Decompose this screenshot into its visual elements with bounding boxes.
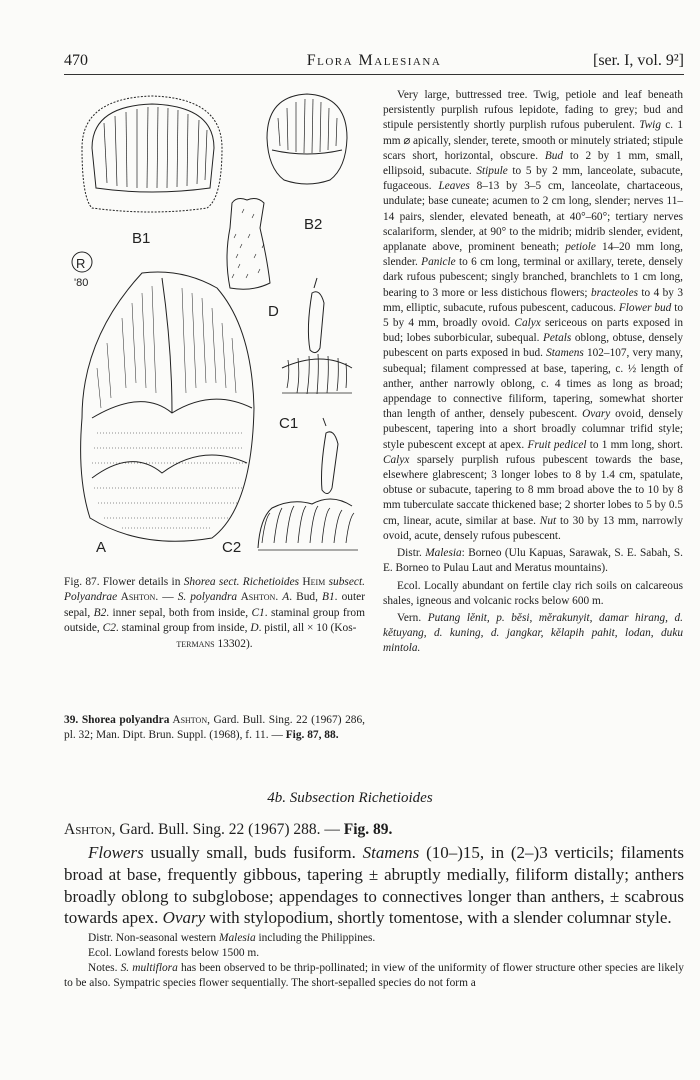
desc-text: to 1 mm long, short. bbox=[586, 438, 683, 451]
subsection-citation bbox=[64, 820, 684, 840]
desc-text: to 5 by 4 mm, broadly ovoid. bbox=[383, 301, 683, 330]
distribution-text: including the Philippines. bbox=[255, 932, 376, 945]
ecology-paragraph: Ecol. Locally abundant on fertile clay rich soils on calcareous shales, igneous and volcanic rocks below 600 m. bbox=[383, 579, 683, 607]
label-c1: C1 bbox=[279, 415, 299, 432]
staminal-group-inside-drawing bbox=[258, 418, 358, 550]
desc-text: to 2 by 1 mm, small, ellipsoid, subacute. bbox=[383, 149, 683, 178]
caption-part-label: D bbox=[250, 622, 259, 635]
figure-87-illustration bbox=[62, 88, 362, 558]
citation-author: Ashton bbox=[64, 821, 112, 838]
distribution-paragraph bbox=[383, 546, 683, 576]
caption-text: . staminal group from outside, bbox=[64, 606, 365, 635]
vernacular-label: Vern. bbox=[397, 611, 428, 624]
caption-text: . pistil, all × 10 (Kos- bbox=[258, 622, 357, 635]
desc-term: Bud bbox=[544, 149, 564, 162]
desc-term: Stamens bbox=[362, 843, 420, 862]
desc-text: sparsely purplish rufous pubescent towards the base, elsewhere glabrescent; 3 longer lobes to 8 by 1.4 cm, spatulate, obtuse or subacute, tapering to 8 mm broad above the to 10 by 8 mm tuberculate saccate thickened base; 2 shorter lobes to 5 by 0.5 cm, linear, acute, similar at base. bbox=[383, 453, 683, 527]
desc-term: Ovary bbox=[582, 408, 611, 421]
subsection-ecology: Ecol. Lowland forests below 1500 m. bbox=[88, 947, 260, 960]
desc-text: to 30 by 13 mm, narrowly ovoid, acute, densely rufous pubescent. bbox=[383, 514, 683, 542]
desc-text: Very large, buttressed tree. Twig, petiole and leaf beneath persistently purplish rufous lepidote, fading to grey; bud and stipule persistently shortly purplish rufous puberulent. bbox=[383, 89, 683, 132]
subsection-distribution bbox=[64, 931, 684, 946]
bud-drawing bbox=[81, 272, 254, 541]
desc-text: to 5 by 2 mm, lanceolate, subacute, fugaceous. bbox=[383, 165, 683, 193]
desc-term: Nut bbox=[539, 514, 557, 527]
desc-term: petiole bbox=[565, 241, 596, 254]
desc-term: Panicle bbox=[421, 256, 456, 269]
caption-part-label: C2 bbox=[102, 622, 116, 635]
desc-text: oblong, obtuse, densely pubescent on parts exposed in bud. bbox=[383, 332, 683, 360]
caption-part-label: C1 bbox=[251, 606, 265, 619]
series-volume: [ser. I, vol. 9²] bbox=[593, 52, 684, 69]
distribution-text: Distr. Non-seasonal western bbox=[88, 932, 219, 945]
book-title: Flora Malesiana bbox=[306, 52, 442, 69]
vernacular-names: Putang lĕnit, p. bĕsi, mĕrakunyit, damar hirang, d. kĕtuyang, d. kuning, d. jangkar, kĕlapih pahit, lodan, duku mintola. bbox=[383, 611, 683, 655]
notes-text: has been observed to be thrip-pollinated; in view of the uniformity of flower structure other species are likely to be also. Sympatric species flower sequentially. The short-sepalled species do not form a bbox=[64, 962, 684, 990]
monogram-year: '80 bbox=[74, 277, 89, 289]
subsection-heading: 4b. Subsection Richetioides bbox=[267, 790, 433, 806]
caption-taxon: subsect. Polyandrae bbox=[64, 576, 365, 604]
label-d: D bbox=[268, 303, 279, 320]
label-b1: B1 bbox=[132, 230, 151, 247]
caption-author: Ashton. — bbox=[117, 591, 178, 604]
desc-term: Ovary bbox=[162, 908, 206, 928]
subsection-notes bbox=[64, 961, 684, 991]
vernacular-paragraph bbox=[383, 611, 683, 657]
desc-term: Calyx bbox=[514, 317, 541, 330]
species-author: Ashton bbox=[169, 714, 208, 726]
running-header bbox=[64, 50, 684, 75]
staminal-group-outside-drawing bbox=[282, 278, 352, 394]
outer-sepal-drawing bbox=[82, 96, 222, 212]
desc-term: bracteoles bbox=[590, 286, 638, 299]
desc-text: with stylopodium, shortly tomentose, with a slender columnar style. bbox=[205, 908, 672, 928]
inner-sepal-drawing bbox=[267, 94, 347, 184]
distribution-text: : Borneo (Ulu Kapuas, Sarawak, S. E. Sabah, S. E. Borneo to Pulau Laut and Meratus mountains). bbox=[383, 547, 683, 575]
notes-taxon: S. multiflora bbox=[120, 962, 178, 975]
desc-text: 102–107, very many, subequal; filament compressed at base, tapering, c. ½ length of anther, anther narrowly oblong, c. 4 times as long as broad; appendage to connective filiform, tapering, somewhat shorter than length of anther, densely pubescent. bbox=[383, 347, 683, 421]
species-description-column bbox=[383, 88, 683, 659]
species-name: 39. Shorea polyandra bbox=[64, 714, 170, 726]
caption-part-label: A bbox=[282, 591, 290, 604]
species-heading bbox=[64, 713, 365, 744]
label-c2: C2 bbox=[222, 539, 242, 556]
caption-author: Ashton. bbox=[237, 591, 283, 604]
monogram-letter: R bbox=[76, 256, 86, 271]
caption-text: . inner sepal, both from inside, bbox=[106, 606, 252, 619]
desc-text: sericeous on parts exposed in bud; lobes suborbicular, subequal. bbox=[383, 317, 683, 345]
subsection-text bbox=[64, 820, 684, 991]
species-figure-reference: Fig. 87, 88. bbox=[285, 729, 339, 742]
distribution-region: Malesia bbox=[425, 547, 462, 560]
species-citation: , Gard. Bull. Sing. 22 (1967) 286, pl. 32; Man. Dipt. Brun. Suppl. (1968), f. 11. — bbox=[64, 714, 366, 742]
desc-term: Fruit pedicel bbox=[527, 438, 587, 451]
desc-term: Calyx bbox=[383, 453, 410, 466]
page-number: 470 bbox=[64, 52, 88, 69]
description-paragraph bbox=[383, 88, 683, 544]
desc-text: usually small, buds fusiform. bbox=[143, 843, 363, 862]
desc-term: Flowers bbox=[88, 843, 144, 862]
caption-text: Fig. 87. Flower details in bbox=[64, 576, 184, 588]
desc-term: Stamens bbox=[546, 347, 584, 360]
figure-caption bbox=[64, 575, 365, 652]
desc-text: 8–13 by 3–5 cm, lanceolate, chartaceous, undulate; base cuneate; acumen to 2 cm long, slender; nerves 11–14 pairs, slender, elevated beneath, at 40°–60°; tertiary nerves scalariform, slender, at 90° to the midrib; midrib slender, evident, applanate above, prominent beneath; bbox=[383, 180, 683, 254]
subsection-description bbox=[64, 842, 684, 929]
label-b2: B2 bbox=[304, 216, 323, 233]
pistil-drawing bbox=[227, 199, 270, 290]
desc-term: Twig bbox=[639, 119, 661, 132]
flower-details-drawing bbox=[62, 88, 362, 558]
caption-taxon: Shorea sect. Richetioides bbox=[183, 576, 300, 588]
desc-text: to 6 cm long, terminal or axillary, terete, densely dark rufous pubescent; singly branched, branchlets to 1 cm long, bearing to 3 more or less distichous flowers; bbox=[383, 256, 683, 299]
desc-term: Flower bud bbox=[618, 301, 672, 314]
notes-label: Notes. bbox=[88, 962, 121, 975]
caption-text: . staminal group from inside, bbox=[115, 622, 251, 635]
caption-author: Heim bbox=[299, 576, 329, 588]
distribution-region: Malesia bbox=[218, 932, 256, 945]
caption-collector: termans 13302). bbox=[176, 637, 253, 650]
caption-part-label: B1 bbox=[322, 591, 335, 604]
caption-part-label: B2 bbox=[93, 606, 107, 619]
caption-text: . Bud, bbox=[289, 591, 323, 604]
desc-text: (10–)15, in (2–)3 verticils; filaments broad at base, frequently gibbous, tapering ± abruptly medially, filiform distally; anthers broadly oblong to subglobose; appendages to connectives longer than anthers, ± scabrous towards apex. bbox=[64, 843, 684, 928]
desc-text: to 4 by 3 mm, elliptic, subacute, rufous pubescent, caducous. bbox=[383, 286, 683, 314]
caption-taxon: S. polyandra bbox=[177, 591, 238, 604]
distribution-label: Distr. bbox=[397, 547, 426, 560]
desc-text: c. 1 mm ⌀ apically, slender, terete, smooth or minutely striated; stipule scars short, horizontal, obscure. bbox=[383, 119, 683, 162]
desc-term: Leaves bbox=[438, 180, 470, 193]
desc-term: Petals bbox=[543, 332, 572, 345]
citation-text: , Gard. Bull. Sing. 22 (1967) 288. — bbox=[111, 821, 344, 838]
label-a: A bbox=[96, 539, 107, 556]
caption-text: . outer sepal, bbox=[64, 591, 365, 619]
desc-text: ovoid, densely pubescent, tapering into a short broadly columnar trifid style; style pubescent except at apex. bbox=[383, 408, 683, 451]
desc-text: 14–20 mm long, slender. bbox=[383, 241, 683, 269]
citation-figure: Fig. 89. bbox=[343, 821, 393, 838]
desc-term: Stipule bbox=[476, 165, 508, 178]
